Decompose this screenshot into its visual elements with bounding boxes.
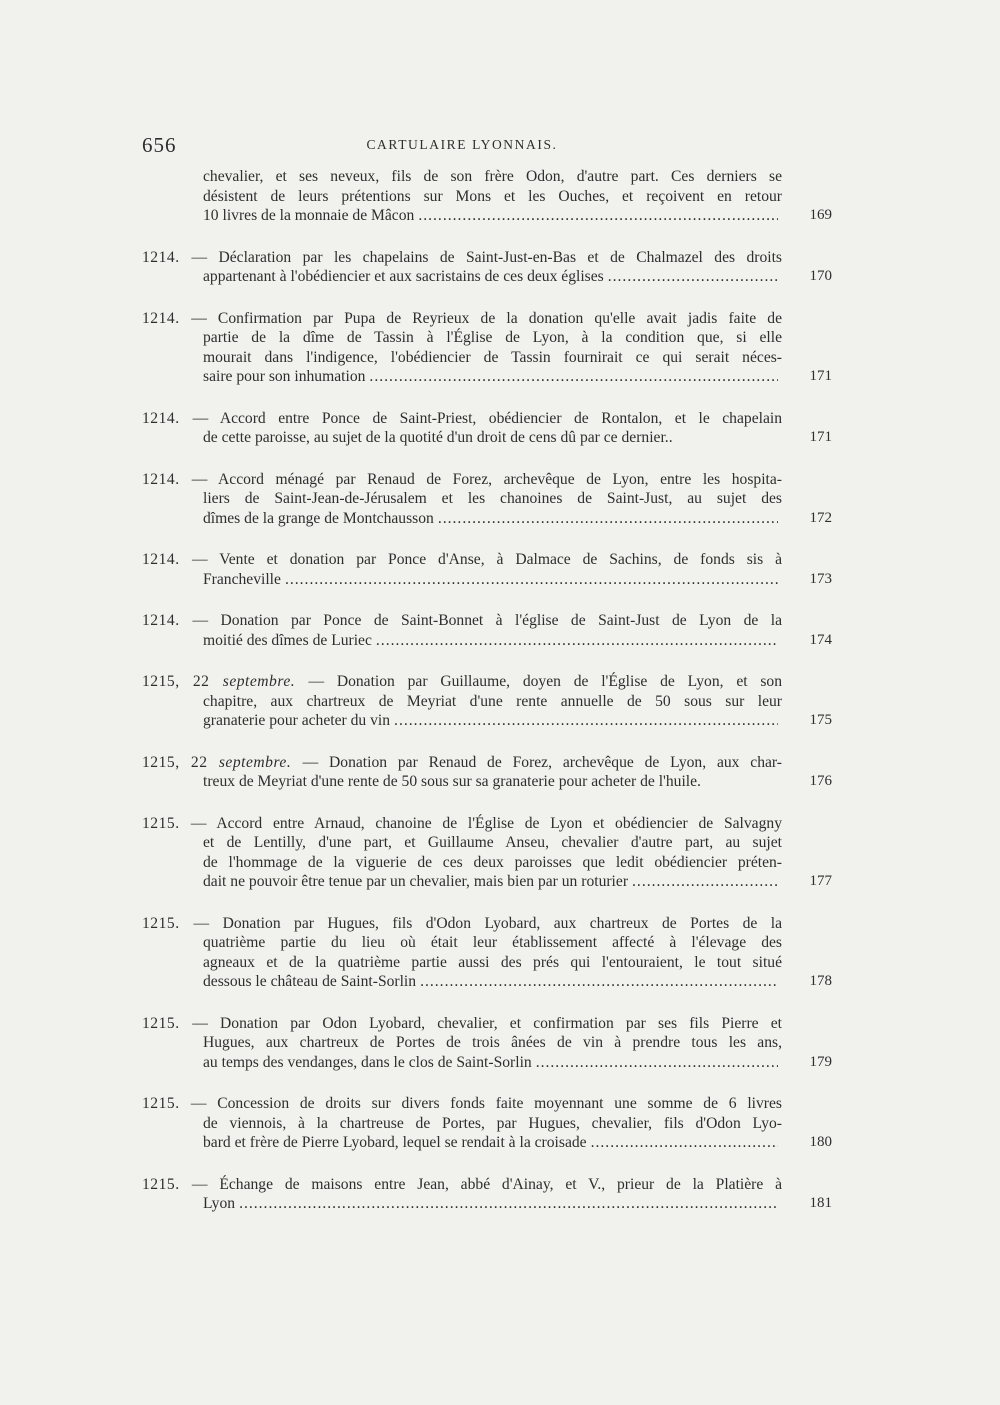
entry-year: 1215, 22 <box>142 753 208 771</box>
catalog-entry <box>142 167 832 226</box>
entry-line <box>142 1175 782 1195</box>
catalog-entry <box>142 814 832 892</box>
entry-line <box>142 550 782 570</box>
entry-date <box>142 612 193 629</box>
entry-text: au temps des vendanges, dans le clos de Saint-Sorlin <box>203 1053 532 1071</box>
entry-year: 1214. <box>142 612 180 629</box>
entry-date <box>142 1176 192 1193</box>
dot-leader <box>376 631 778 651</box>
entry-last-line <box>142 206 782 226</box>
entry-date <box>142 471 192 488</box>
page-reference: 173 <box>809 570 832 587</box>
catalog-entry <box>142 248 832 287</box>
catalog-entry <box>142 409 832 448</box>
page-reference: 179 <box>809 1053 832 1070</box>
page-reference: 171 <box>809 429 832 445</box>
catalog-entry <box>142 550 832 589</box>
entry-last-line <box>142 1133 782 1153</box>
catalog-entry <box>142 753 832 792</box>
entry-last-line <box>142 631 782 651</box>
dot-leader <box>285 570 778 590</box>
entry-line <box>142 489 782 509</box>
entry-text: treux de Meyriat d'une rente de 50 sous sur sa granaterie pour acheter de l'huile. <box>203 773 701 790</box>
entry-month: septembre. <box>218 753 292 771</box>
entry-line <box>142 692 782 712</box>
dot-leader <box>608 267 778 287</box>
entry-year: 1215. <box>142 814 180 832</box>
page-reference: 176 <box>809 773 832 789</box>
dot-leader <box>394 711 778 731</box>
entry-text: de cette paroisse, au sujet de la quotité d'un droit de cens dû par ce dernier.. <box>203 429 673 446</box>
page-reference: 169 <box>809 207 832 223</box>
entry-line <box>142 672 782 692</box>
entry-date <box>142 1015 192 1032</box>
entry-date <box>142 249 192 266</box>
page-reference: 170 <box>809 268 832 284</box>
entry-line <box>142 248 782 268</box>
catalog-entry <box>142 470 832 529</box>
entry-text: 10 livres de la monnaie de Mâcon <box>203 207 415 224</box>
entry-line <box>142 470 782 490</box>
entry-text: quatrième partie du lieu où était leur établissement affecté à l'élevage des <box>203 934 782 951</box>
entry-text: désistent de leurs prétentions sur Mons et les Ouches, et reçoivent en retour <box>203 187 782 205</box>
dot-leader <box>418 206 778 226</box>
entry-text: chevalier, et ses neveux, fils de son frère Odon, d'autre part. Ces derniers se <box>203 168 782 185</box>
catalog-entry <box>142 914 832 992</box>
entry-line <box>142 167 782 187</box>
entry-date <box>142 915 194 932</box>
entry-text: — Déclaration par les chapelains de Saint-Just-en-Bas et de Chalmazel des droits <box>191 248 782 266</box>
entry-text: — Accord entre Ponce de Saint-Priest, obédiencier de Rontalon, et le chapelain <box>192 409 782 427</box>
entry-text: — Donation par Ponce de Saint-Bonnet à l'église de Saint-Just de Lyon de la <box>192 612 782 629</box>
running-title: CARTULAIRE LYONNAIS. <box>366 137 558 152</box>
entries-list <box>142 167 832 1214</box>
entry-year: 1214. <box>142 409 180 427</box>
entry-text: moitié des dîmes de Luriec <box>203 631 372 649</box>
entry-line <box>142 933 782 953</box>
catalog-entry <box>142 1014 832 1073</box>
entry-line <box>142 772 832 792</box>
page-reference: 172 <box>809 509 832 526</box>
entry-date <box>142 551 192 568</box>
entry-date <box>142 673 308 690</box>
entry-text: de l'hommage de la viguerie de ces deux paroisses que ledit obédiencier préten- <box>203 853 782 871</box>
entry-text: — Accord entre Arnaud, chanoine de l'Église de Lyon et obédiencier de Salvagny <box>190 814 782 832</box>
entry-line <box>142 1033 782 1053</box>
entry-text: dessous le château de Saint-Sorlin <box>203 973 417 990</box>
entry-text: chapitre, aux chartreux de Meyriat d'une rente annuelle de 50 sous sur leur <box>203 692 782 710</box>
page-reference: 175 <box>809 712 832 728</box>
entry-line <box>142 409 782 429</box>
entry-text: appartenant à l'obédiencier et aux sacristains de ces deux églises <box>203 268 604 285</box>
entry-date <box>142 410 193 427</box>
entry-text: — Donation par Odon Lyobard, chevalier, et confirmation par ses fils Pierre et <box>192 1014 782 1032</box>
page-number: 656 <box>142 133 177 157</box>
entry-text: liers de Saint-Jean-de-Jérusalem et les chanoines de Saint-Just, au sujet des <box>203 490 782 507</box>
entry-line <box>142 914 782 934</box>
entry-text: — Accord ménagé par Renaud de Forez, archevêque de Lyon, entre les hospita- <box>191 470 782 488</box>
page-header <box>142 133 782 159</box>
entry-date <box>142 310 191 327</box>
entry-text: agneaux et de la quatrième partie aussi des prés qui l'entouraient, le tout situé <box>203 953 782 971</box>
entry-text: dait ne pouvoir être tenue par un chevalier, mais bien par un roturier <box>203 873 629 890</box>
page-reference: 181 <box>809 1195 832 1211</box>
entry-line <box>142 753 782 773</box>
entry-month: septembre. <box>222 673 296 690</box>
entry-line <box>142 1114 782 1134</box>
entry-text: mourait dans l'indigence, l'obédiencier de Tassin fournirait ce qui serait néces- <box>203 348 782 366</box>
page-reference: 180 <box>809 1134 832 1150</box>
dot-leader <box>369 367 778 387</box>
page-reference: 177 <box>809 873 832 889</box>
entry-line <box>142 348 782 368</box>
entry-text: — Donation par Renaud de Forez, archevêque de Lyon, aux char- <box>302 753 782 771</box>
entry-text: Francheville <box>203 570 281 588</box>
entry-last-line <box>142 1194 782 1214</box>
entry-last-line <box>142 872 782 892</box>
entry-line <box>142 328 782 348</box>
entry-text: Hugues, aux chartreux de Portes de trois ânées de vin à prendre tous les ans, <box>203 1034 782 1051</box>
entry-year: 1215. <box>142 1014 180 1032</box>
entry-text: — Concession de droits sur divers fonds faite moyennant une somme de 6 livres <box>190 1095 782 1112</box>
dot-leader <box>239 1194 778 1214</box>
page-reference: 174 <box>809 631 832 648</box>
catalog-entry <box>142 1094 832 1153</box>
entry-last-line <box>142 711 782 731</box>
catalog-entry <box>142 309 832 387</box>
entry-last-line <box>142 267 782 287</box>
entry-line <box>142 833 782 853</box>
entry-year: 1214. <box>142 470 180 488</box>
dot-leader <box>420 972 778 992</box>
entry-date <box>142 815 191 832</box>
dot-leader <box>438 509 778 529</box>
entry-year: 1215. <box>142 914 180 932</box>
entry-text: — Échange de maisons entre Jean, abbé d'Ainay, et V., prieur de la Platière à <box>191 1175 782 1193</box>
entry-line <box>142 309 782 329</box>
dot-leader <box>632 872 778 892</box>
entry-date <box>142 1095 191 1112</box>
entry-text: de viennois, à la chartreuse de Portes, par Hugues, chevalier, fils d'Odon Lyo- <box>203 1114 782 1132</box>
page-reference: 171 <box>809 368 832 384</box>
entry-text: dîmes de la grange de Montchausson <box>203 509 434 527</box>
entry-line <box>142 1014 782 1034</box>
entry-line <box>142 953 782 973</box>
entry-text: partie de la dîme de Tassin à l'Église de Lyon, à la condition que, si elle <box>203 329 782 346</box>
entry-last-line <box>142 570 782 590</box>
catalog-entry <box>142 611 832 650</box>
entry-text: — Donation par Guillaume, doyen de l'Église de Lyon, et son <box>308 673 782 690</box>
entry-year: 1214. <box>142 248 180 266</box>
entry-line <box>142 428 832 448</box>
entry-text: — Vente et donation par Ponce d'Anse, à Dalmace de Sachins, de fonds sis à <box>192 551 782 568</box>
entry-text: saire pour son inhumation <box>203 368 366 385</box>
entry-line <box>142 814 782 834</box>
entry-year: 1215, 22 <box>142 673 210 690</box>
entry-year: 1214. <box>142 551 180 568</box>
entry-last-line <box>142 972 782 992</box>
catalog-entry <box>142 672 832 731</box>
dot-leader <box>536 1053 778 1073</box>
entry-line <box>142 1094 782 1114</box>
dot-leader <box>591 1133 778 1153</box>
entry-text: et de Lentilly, d'une part, et Guillaume Anseu, chevalier d'autre part, au sujet <box>203 834 782 851</box>
entry-year: 1214. <box>142 309 180 327</box>
catalog-entry <box>142 1175 832 1214</box>
entry-text: granaterie pour acheter du vin <box>203 712 391 729</box>
entry-text: bard et frère de Pierre Lyobard, lequel se rendait à la croisade <box>203 1134 587 1151</box>
entry-text: — Donation par Hugues, fils d'Odon Lyobard, aux chartreux de Portes de la <box>193 914 782 932</box>
entry-line <box>142 853 782 873</box>
entry-line <box>142 187 782 207</box>
entry-text: Lyon <box>203 1195 236 1212</box>
entry-text: — Confirmation par Pupa de Reyrieux de la donation qu'elle avait jadis faite de <box>191 309 782 327</box>
entry-last-line <box>142 509 782 529</box>
entry-last-line <box>142 367 782 387</box>
entry-line <box>142 611 782 631</box>
entry-date <box>142 754 303 771</box>
entry-year: 1215. <box>142 1175 180 1193</box>
entry-year: 1215. <box>142 1095 180 1112</box>
entry-last-line <box>142 1053 782 1073</box>
page-reference: 178 <box>809 973 832 989</box>
